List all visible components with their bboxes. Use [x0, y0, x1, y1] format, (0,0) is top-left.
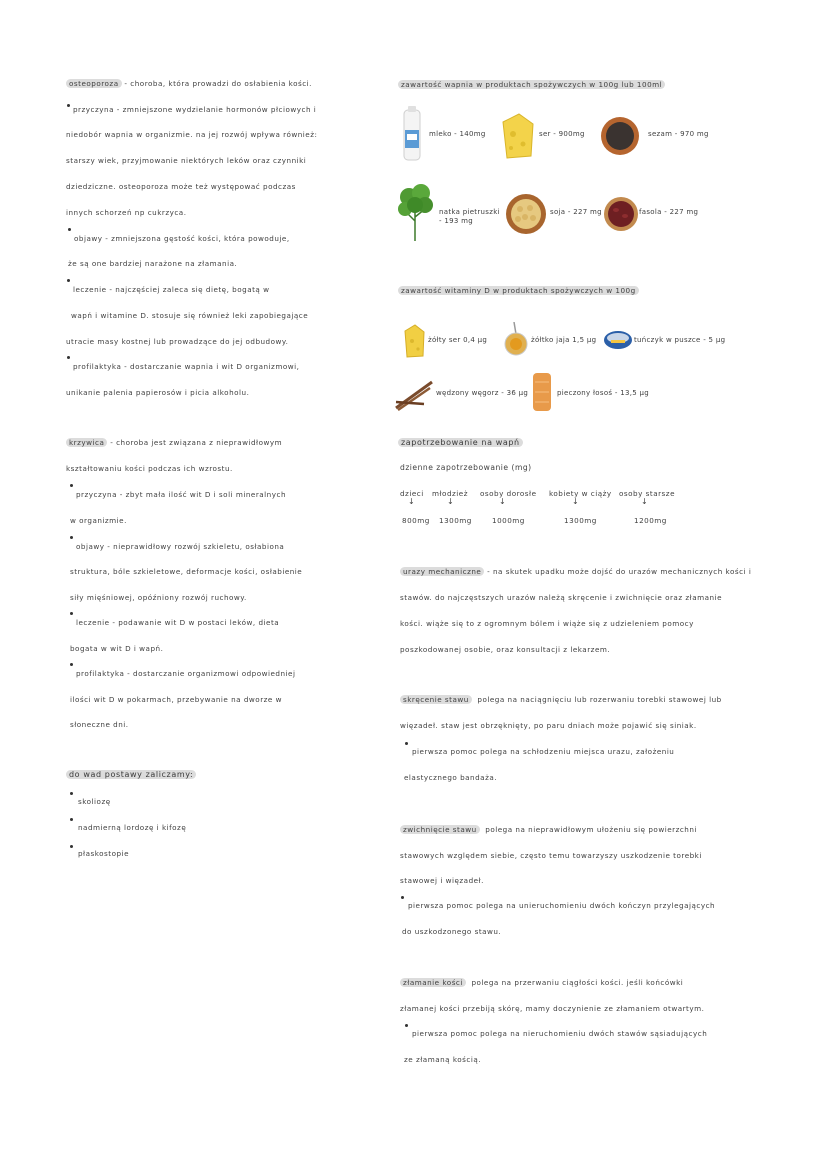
osteoporoza-heading: osteoporoza	[66, 79, 122, 88]
osteoporoza-text: starszy wiek, przyjmowanie niektórych leków oraz czynniki	[66, 156, 307, 165]
krzywica-text: ilości wit D w pokarmach, przebywanie na dworze w	[70, 695, 283, 704]
zwichniecie-line-1: zwichnięcie stawu polega na nieprawidłowym ułożeniu się powierzchni	[400, 825, 697, 834]
vitamin-d-heading: zawartość witaminy D w produktach spożywczych w 100g	[398, 286, 639, 295]
ser-label: ser - 900mg	[539, 130, 585, 138]
soja-label: soja - 227 mg	[550, 208, 602, 216]
krzywica-heading: krzywica	[66, 438, 107, 447]
bullet-dot	[67, 356, 70, 359]
krzywica-text: przyczyna - zbyt mała ilość wit D i soli mineralnych	[76, 490, 286, 499]
bullet-dot	[70, 536, 73, 539]
down-arrow-icon: ↓	[408, 497, 416, 506]
demand-value: 1300mg	[564, 516, 597, 525]
demand-value: 1200mg	[634, 516, 667, 525]
skrecenie-text: więzadeł. staw jest obrzęknięty, po paru dniach może pojawić się siniak.	[400, 721, 697, 730]
krzywica-text: siły mięśniowej, opóźniony rozwój ruchowy.	[70, 593, 247, 602]
skrecenie-heading: skręcenie stawu	[400, 695, 472, 704]
fasola-label: fasola - 227 mg	[639, 208, 699, 216]
demand-group: osoby starsze	[619, 489, 676, 498]
egg-yolk-cup-icon	[502, 322, 530, 356]
osteoporoza-line-1: osteoporoza - choroba, która prowadzi do osłabienia kości.	[66, 79, 312, 88]
bullet-dot	[70, 484, 73, 487]
osteoporoza-text: profilaktyka - dostarczanie wapnia i wit D organizmowi,	[73, 362, 300, 371]
zlamanie-heading: złamanie kości	[400, 978, 466, 987]
smoked-eel-icon	[394, 378, 434, 412]
urazy-text: kości. wiąże się to z ogromnym bólem i wiąże się z udzieleniem pomocy	[400, 619, 694, 628]
zwichniecie-text: pierwsza pomoc polega na unieruchomieniu dwóch kończyn przylegających	[408, 901, 716, 910]
zwichniecie-text: do uszkodzonego stawu.	[402, 927, 502, 936]
sezam-label: sezam - 970 mg	[648, 130, 709, 138]
baked-salmon-icon	[532, 372, 552, 412]
osteoporoza-text: unikanie palenia papierosów i picia alkoholu.	[66, 388, 250, 397]
vitd-tunczyk-label: tuńczyk w puszce - 5 µg	[634, 336, 726, 344]
zwichniecie-heading: zwichnięcie stawu	[400, 825, 480, 834]
sesame-bowl-icon	[600, 116, 640, 156]
krzywica-text: leczenie - podawanie wit D w postaci leków, dieta	[76, 618, 280, 627]
demand-value: 1300mg	[439, 516, 472, 525]
zlamanie-text: ze złamaną kością.	[404, 1055, 482, 1064]
down-arrow-icon: ↓	[641, 497, 649, 506]
demand-heading: zapotrzebowanie na wapń	[398, 438, 523, 447]
milk-bottle-icon	[401, 106, 423, 162]
krzywica-text: objawy - nieprawidłowy rozwój szkieletu, osłabiona	[76, 542, 285, 551]
urazy-text: poszkodowanej osobie, oraz konsultacji z lekarzem.	[400, 645, 611, 654]
bullet-dot	[70, 845, 73, 848]
krzywica-text: bogata w wit D i wapń.	[70, 644, 164, 653]
krzywica-text: słoneczne dni.	[70, 720, 129, 729]
down-arrow-icon: ↓	[499, 497, 507, 506]
zwichniecie-text: stawowych względem siebie, często temu towarzyszy uszkodzenie torebki	[400, 851, 702, 860]
calcium-heading: zawartość wapnia w produktach spożywczych w 100g lub 100ml	[398, 80, 665, 89]
zwichniecie-text: stawowej i więzadeł.	[400, 876, 484, 885]
krzywica-text: kształtowaniu kości podczas ich wzrostu.	[66, 464, 233, 473]
krzywica-text: struktura, bóle szkieletowe, deformacje kości, osłabienie	[70, 567, 303, 576]
krzywica-line-1: krzywica - choroba jest związana z nieprawidłowym	[66, 438, 282, 447]
soy-bowl-icon	[505, 193, 547, 235]
bullet-dot	[67, 104, 70, 107]
zlamanie-line-1: złamanie kości polega na przerwaniu ciągłości kości. jeśli końcówki	[400, 978, 683, 987]
demand-subheading: dzienne zapotrzebowanie (mg)	[400, 463, 532, 472]
zlamanie-text: pierwsza pomoc polega na nieruchomieniu dwóch stawów sąsiadujących	[412, 1029, 708, 1038]
osteoporoza-text: dziedziczne. osteoporoza może też występować podczas	[66, 182, 296, 191]
parsley-icon	[397, 183, 435, 241]
osteoporoza-text: objawy - zmniejszona gęstość kości, która powoduje,	[74, 234, 290, 243]
demand-group: dzieci	[400, 489, 424, 498]
down-arrow-icon: ↓	[572, 497, 580, 506]
osteoporoza-text: leczenie - najczęściej zaleca się dietę, bogatą w	[73, 285, 270, 294]
urazy-text: stawów. do najczęstszych urazów należą skręcenie i zwichnięcie oraz złamanie	[400, 593, 722, 602]
bullet-dot	[401, 896, 404, 899]
urazy-line-1: urazy mechaniczne - na skutek upadku może dojść do urazów mechanicznych kości i	[400, 567, 751, 576]
krzywica-text: profilaktyka - dostarczanie organizmowi odpowiedniej	[76, 669, 296, 678]
urazy-heading: urazy mechaniczne	[400, 567, 484, 576]
demand-group: kobiety w ciąży	[549, 489, 612, 498]
list-item: płaskostopie	[78, 849, 129, 858]
bullet-dot	[70, 792, 73, 795]
osteoporoza-text: niedobór wapnia w organizmie. na jej rozwój wpływa również:	[66, 130, 318, 139]
demand-group: osoby dorosłe	[480, 489, 537, 498]
vitd-ser-label: żółty ser 0,4 µg	[428, 336, 488, 344]
down-arrow-icon: ↓	[447, 497, 455, 506]
vitd-losos-label: pieczony łosoś - 13,5 µg	[557, 389, 650, 397]
list-item: skoliozę	[78, 797, 111, 806]
list-item: nadmierną lordozę i kifozę	[78, 823, 187, 832]
osteoporoza-text: innych schorzeń np cukrzyca.	[66, 208, 187, 217]
skrecenie-text: elastycznego bandaża.	[404, 773, 498, 782]
bullet-dot	[405, 742, 408, 745]
bullet-dot	[70, 818, 73, 821]
krzywica-text: w organizmie.	[70, 516, 127, 525]
osteoporoza-text: utracie masy kostnej lub prowadzące do jej odbudowy.	[66, 337, 289, 346]
demand-value: 1000mg	[492, 516, 525, 525]
bullet-dot	[70, 612, 73, 615]
bullet-dot	[70, 663, 73, 666]
skrecenie-line-1: skręcenie stawu polega na naciągnięciu lub rozerwaniu torebki stawowej lub	[400, 695, 722, 704]
mleko-label: mleko - 140mg	[429, 130, 486, 138]
bullet-dot	[405, 1024, 408, 1027]
bullet-dot	[68, 228, 71, 231]
osteoporoza-text: że są one bardziej narażone na złamania.	[68, 259, 238, 268]
cheese-icon	[499, 112, 535, 160]
bullet-dot	[67, 279, 70, 282]
osteoporoza-text: przyczyna - zmniejszone wydzielanie hormonów płciowych i	[73, 105, 317, 114]
demand-value: 800mg	[402, 516, 430, 525]
tuna-can-icon	[603, 330, 633, 350]
skrecenie-text: pierwsza pomoc polega na schłodzeniu miejsca urazu, założeniu	[412, 747, 675, 756]
osteoporoza-text: wapń i witamine D. stosuje się również leki zapobiegające	[71, 311, 309, 320]
cheese-icon	[402, 323, 426, 359]
vitd-wegorz-label: wędzony węgorz - 36 µg	[436, 389, 529, 397]
vitd-zoltko-label: żółtko jaja 1,5 µg	[531, 336, 597, 344]
demand-group: młodzież	[432, 489, 468, 498]
wady-heading: do wad postawy zaliczamy:	[66, 770, 196, 779]
beans-bowl-icon	[603, 196, 639, 232]
natka-label: natka pietruszki - 193 mg	[439, 208, 500, 225]
zlamanie-text: złamanej kości przebiją skórę, mamy doczynienie ze złamaniem otwartym.	[400, 1004, 705, 1013]
